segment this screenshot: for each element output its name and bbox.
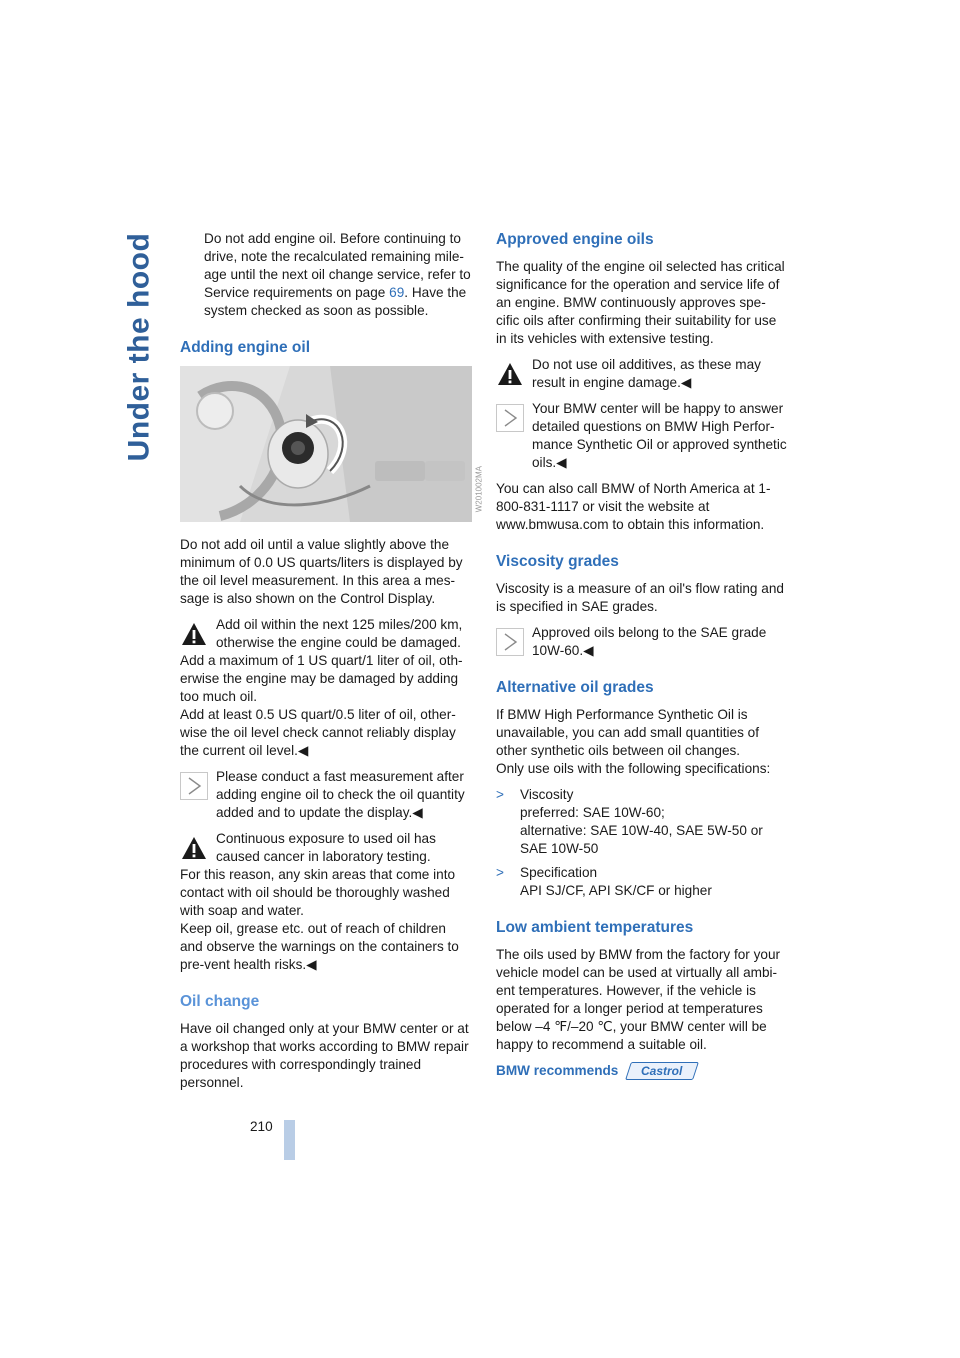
bullet-arrow-icon: > [496, 865, 504, 880]
section-heading-low-temperatures: Low ambient temperatures [496, 919, 694, 936]
bmw-recommends-castrol [496, 1062, 788, 1080]
paragraph-viscosity: Viscosity is a measure of an oil's flow rating and is specified in SAE grades. [496, 581, 784, 614]
page-number-bar [284, 1120, 295, 1160]
paragraph-approved-oils: The quality of the engine oil selected has critical significance for the operation and service life of an engine. BMW continuously approves spe-cific oils after confirming their suitability for use in its vehicles with extensive testing. [496, 259, 785, 346]
paragraph-oil-change: Have oil changed only at your BMW center or at a workshop that works according to BMW repair procedures with correspondingly trained personnel. [180, 1021, 469, 1090]
castrol-logo: Castrol [625, 1062, 699, 1080]
paragraph-call-bmw: You can also call BMW of North America at 1-800-831-1117 or visit the website at www.bmwusa.com to obtain this information. [496, 481, 771, 532]
paragraph-alternative-1: If BMW High Performance Synthetic Oil is unavailable, you can add small quantities of other synthetic oils between oil changes. [496, 707, 759, 758]
warning-triangle-icon [180, 834, 208, 862]
section-heading-oil-change: Oil change [180, 993, 260, 1010]
section-heading-viscosity: Viscosity grades [496, 553, 619, 570]
note-arrow-icon [180, 772, 208, 800]
info-note-fast-measurement: Please conduct a fast measurement after adding engine oil to check the oil quantity added and to update the display.◀ [180, 768, 472, 822]
engine-bay-illustration [180, 366, 472, 522]
section-heading-approved-oils: Approved engine oils [496, 231, 654, 248]
bullet-arrow-icon: > [496, 787, 504, 802]
info-note-bmw-center: Your BMW center will be happy to answer detailed questions on BMW High Perfor-mance Synthetic Oil or approved synthetic oils.◀ [496, 400, 788, 472]
recommend-text: BMW recommends [496, 1063, 619, 1078]
section-heading-adding-engine-oil: Adding engine oil [180, 339, 311, 356]
paragraph-low-temperatures: The oils used by BMW from the factory for your vehicle model can be used at virtually all ambi-ent temperatures. However, if the vehicle is operated for a longer period at temperatures below –4 ℉/–20 ℃, your BMW center will be happy to recommend a suitable oil. [496, 947, 781, 1052]
warning-note-used-oil: Continuous exposure to used oil has caused cancer in laboratory testing. For this reason, any skin areas that come into contact with oil should be thoroughly washed with soap and water. Keep oil, grease etc. out of reach of children and observe the warnings on the containers to pre-vent health risks.◀ [180, 831, 459, 972]
page-number: 210 [250, 1119, 273, 1134]
intro-paragraph: Do not add engine oil. Before continuing to drive, note the recalculated remaining mile-age until the next oil change service, refer to Service requirements on page 69. Have the system checked as soon as possible. [204, 231, 471, 318]
paragraph-add-oil: Do not add oil until a value slightly above the minimum of 0.0 US quarts/liters is displayed by the oil level measurement. In this area a mes-sage is also shown on the Control Display. [180, 537, 463, 606]
chapter-side-title: Under the hood [122, 232, 155, 462]
figure-code: W201002MA [474, 466, 483, 513]
note-arrow-icon [496, 404, 524, 432]
info-note-sae-grade: Approved oils belong to the SAE grade 10W-60.◀ [496, 624, 788, 660]
list-item: > Viscosity preferred: SAE 10W-60; alternative: SAE 10W-40, SAE 5W-50 or SAE 10W-50 [496, 787, 763, 856]
page-link[interactable]: 69 [389, 285, 405, 300]
warning-note-additives: Do not use oil additives, as these may result in engine damage.◀ [496, 356, 788, 392]
engine-oil-filler-figure [180, 366, 483, 522]
section-heading-alternative-oils: Alternative oil grades [496, 679, 654, 696]
note-arrow-icon [496, 628, 524, 656]
left-column [180, 230, 483, 1100]
warning-note-add-oil: Add oil within the next 125 miles/200 km, otherwise the engine could be damaged. Add a maximum of 1 US quart/1 liter of oil, oth-erwise the engine may be damaged by adding too much oil. Add at least 0.5 US quart/0.5 liter of oil, other-wise the oil level check cannot reliably display the current oil level.◀ [180, 617, 463, 758]
paragraph-alternative-2: Only use oils with the following specifications: [496, 761, 771, 776]
list-item: > Specification API SJ/CF, API SK/CF or higher [496, 865, 712, 898]
right-column [496, 230, 788, 1080]
warning-triangle-icon [496, 360, 524, 388]
warning-triangle-icon [180, 620, 208, 648]
spec-list [496, 786, 788, 900]
